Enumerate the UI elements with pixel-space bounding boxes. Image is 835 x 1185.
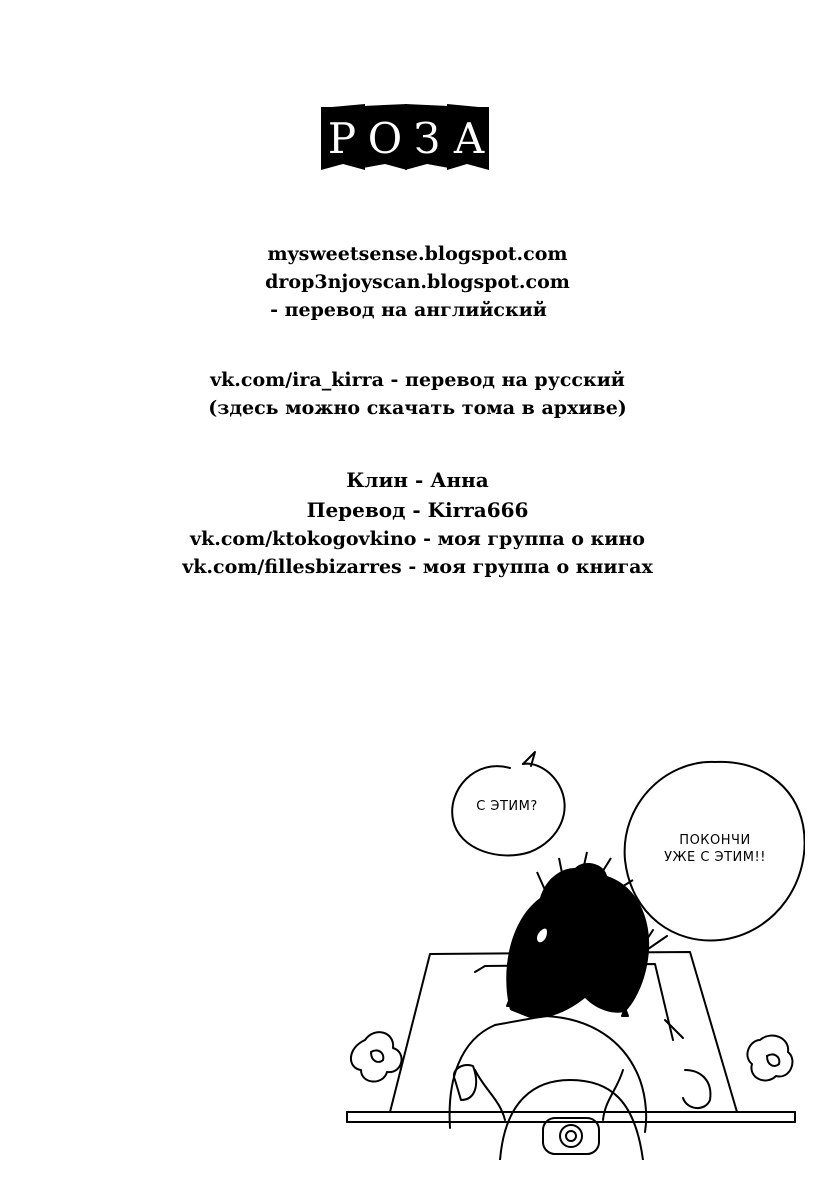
books-group-link[interactable]: vk.com/fillesbizarres - моя группа о книгах	[182, 556, 653, 578]
logo-letter: О	[367, 114, 403, 163]
cleaner-credit: Клин - Анна	[346, 468, 489, 492]
english-translation-note: - перевод на английский	[270, 299, 547, 321]
english-translation-credits	[0, 240, 835, 324]
manga-illustration	[335, 740, 805, 1160]
translator-credit: Перевод - Kirra666	[306, 498, 529, 522]
right-bubble-line: УЖЕ С ЭТИМ!!	[664, 850, 766, 865]
site-link[interactable]: mysweetsense.blogspot.com	[267, 243, 568, 265]
russian-translation-credits	[0, 366, 835, 422]
logo-banner	[321, 104, 489, 170]
cinema-group-link[interactable]: vk.com/ktokogovkino - моя группа о кино	[190, 528, 645, 550]
illustration-drawing	[335, 740, 805, 1160]
title-logo	[321, 104, 489, 170]
logo-letter: А	[453, 114, 485, 163]
logo-letter: Р	[327, 114, 357, 163]
right-bubble-line: ПОКОНЧИ	[679, 833, 751, 848]
left-bubble-text: С ЭТИМ?	[476, 799, 538, 814]
site-link[interactable]: drop3njoyscan.blogspot.com	[265, 271, 570, 293]
logo-letter: З	[413, 114, 441, 163]
team-credits	[0, 465, 835, 581]
russian-translation-line[interactable]: vk.com/ira_kirra - перевод на русский	[210, 369, 625, 391]
archive-note: (здесь можно скачать тома в архиве)	[208, 397, 627, 419]
right-bubble-text	[635, 832, 795, 866]
